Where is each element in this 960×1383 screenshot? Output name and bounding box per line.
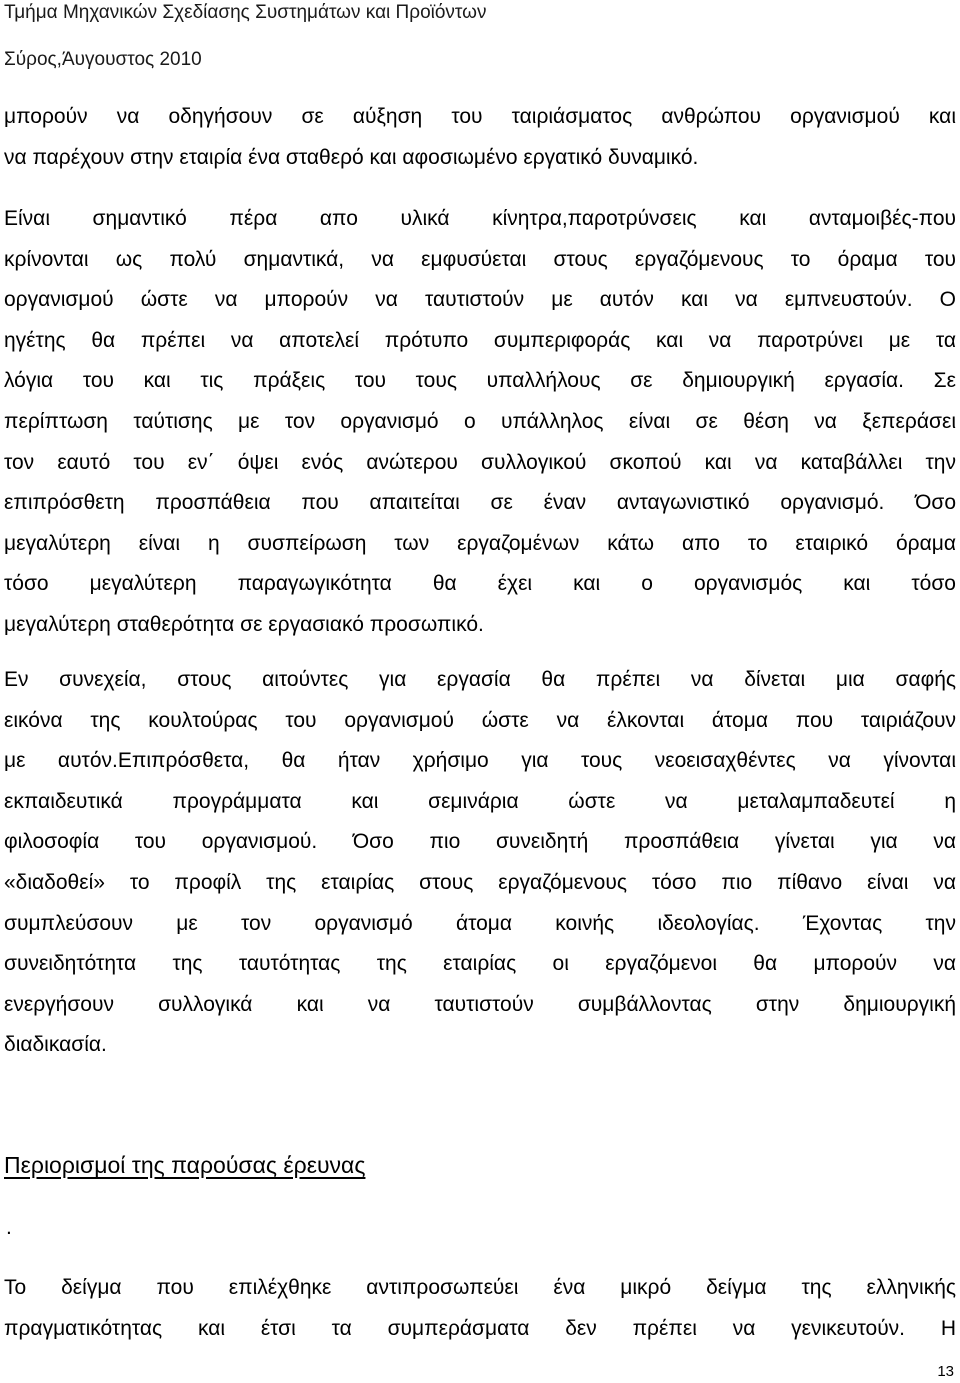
paragraph-line: επιπρόσθετη προσπάθεια που απαιτείται σε έναν ανταγωνιστικό οργανισμό. Όσο bbox=[4, 491, 956, 515]
department-title: Τμήμα Μηχανικών Σχεδίασης Συστημάτων και Προϊόντων bbox=[4, 2, 487, 23]
paragraph-line: οργανισμού ώστε να μπορούν να ταυτιστούν με αυτόν και να εμπνευστούν. Ο bbox=[4, 288, 956, 312]
paragraph-line: να παρέχουν στην εταιρία ένα σταθερό και αφοσιωμένο εργατικό δυναμικό. bbox=[4, 145, 699, 169]
paragraph-3 bbox=[4, 660, 956, 1066]
paragraph-line: συμπλεύσουν με τον οργανισμό άτομα κοινής ιδεολογίας. Έχοντας την bbox=[4, 911, 956, 935]
paragraph-line: λόγια του και τις πράξεις του τους υπαλλήλους σε δημιουργική εργασία. Σε bbox=[4, 369, 956, 393]
paragraph-line: περίπτωση ταύτισης με τον οργανισμό ο υπάλληλος είναι σε θέση να ξεπεράσει bbox=[4, 409, 956, 433]
page-number: 13 bbox=[937, 1363, 954, 1380]
paragraph-line: μπορούν να οδηγήσουν σε αύξηση του ταιριάσματος ανθρώπου οργανισμού και bbox=[4, 105, 956, 128]
paragraph-2 bbox=[4, 199, 956, 646]
paragraph-line: μεγαλύτερη είναι η συσπείρωση των εργαζομένων κάτω απο το εταιρικό όραμα bbox=[4, 531, 956, 555]
paragraph-line: εκπαιδευτικά προγράμματα και σεμινάρια ώστε να μεταλαμπαδευτεί η bbox=[4, 789, 956, 813]
paragraph-line: Εν συνεχεία, στους αιτούντες για εργασία θα πρέπει να δίνεται μια σαφής bbox=[4, 668, 956, 691]
paragraph-line: «διαδοθεί» το προφίλ της εταιρίας στους εργαζόμενους τόσο πιο πίθανο είναι να bbox=[4, 870, 956, 894]
paragraph-line: τον εαυτό του εν΄ όψει ενός ανώτερου συλλογικού σκοπού και να καταβάλλει την bbox=[4, 450, 956, 474]
section-dot: . bbox=[6, 1216, 12, 1239]
paragraph-line: συνειδητότητα της ταυτότητας της εταιρίας οι εργαζόμενοι θα μπορούν να bbox=[4, 952, 956, 976]
paragraph-line: κρίνονται ως πολύ σημαντικά, να εμφυσύεται στους εργαζόμενους το όραμα του bbox=[4, 247, 956, 271]
paragraph-line: φιλοσοφία του οργανισμού. Όσο πιο συνειδητή προσπάθεια γίνεται για να bbox=[4, 830, 956, 854]
paragraph-4 bbox=[4, 1268, 956, 1349]
paragraph-line: εικόνα της κουλτούρας του οργανισμού ώστε να έλκονται άτομα που ταιριάζουν bbox=[4, 708, 956, 732]
place-date: Σύρος,Άυγουστος 2010 bbox=[4, 49, 202, 70]
paragraph-line: με αυτόν.Επιπρόσθετα, θα ήταν χρήσιμο για τους νεοεισαχθέντες να γίνονται bbox=[4, 749, 956, 773]
paragraph-line: ηγέτης θα πρέπει να αποτελεί πρότυπο συμπεριφοράς και να παροτρύνει με τα bbox=[4, 328, 956, 352]
paragraph-line: διαδικασία. bbox=[4, 1033, 107, 1057]
paragraph-line: Είναι σημαντικό πέρα απο υλικά κίνητρα,παροτρύνσεις και ανταμοιβές-που bbox=[4, 207, 956, 230]
section-heading: Περιορισμοί της παρούσας έρευνας bbox=[4, 1152, 366, 1178]
page-header bbox=[4, 0, 954, 73]
paragraph-line: Το δείγμα που επιλέχθηκε αντιπροσωπεύει ένα μικρό δείγμα της ελληνικής bbox=[4, 1276, 956, 1299]
paragraph-line: πραγματικότητας και έτσι τα συμπεράσματα δεν πρέπει να γενικευτούν. Η bbox=[4, 1316, 956, 1340]
paragraph-line: τόσο μεγαλύτερη παραγωγικότητα θα έχει και ο οργανισμός και τόσο bbox=[4, 572, 956, 596]
paragraph-line: μεγαλύτερη σταθερότητα σε εργασιακό προσωπικό. bbox=[4, 612, 484, 636]
paragraph-1 bbox=[4, 97, 956, 178]
paragraph-line: ενεργήσουν συλλογικά και να ταυτιστούν συμβάλλοντας στην δημιουργική bbox=[4, 992, 956, 1016]
